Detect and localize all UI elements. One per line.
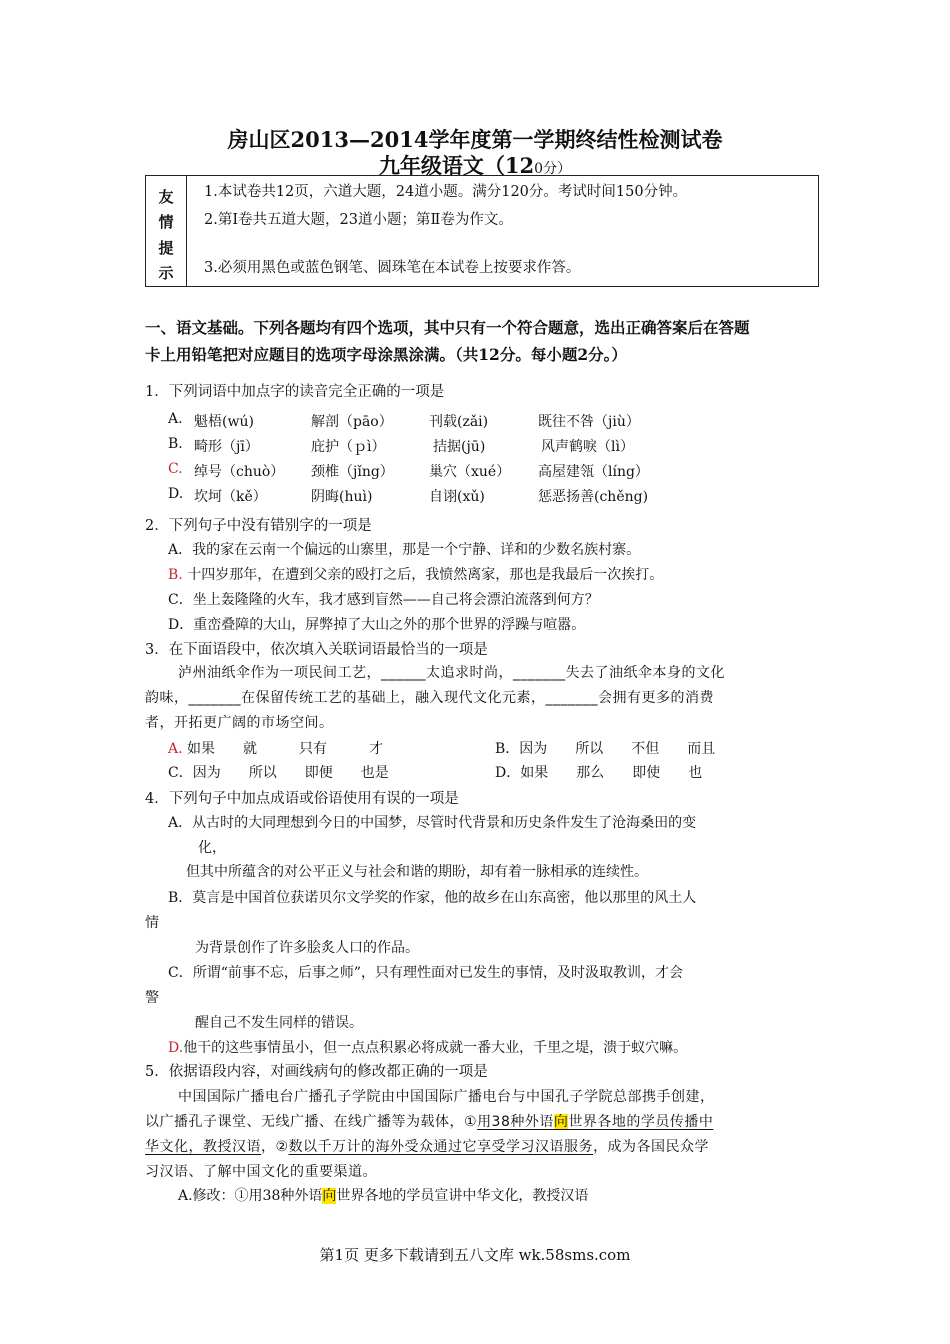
option-word: 坎坷（kě） xyxy=(194,489,267,505)
q3-passage: 泸州油纸伞作为一项民间工艺，______太追求时尚，_______失去了油纸伞本身的文化 xyxy=(178,665,725,681)
option-word: 自诩(xǔ) xyxy=(429,489,485,505)
underlined-sentence-2: 数以千万计的海外受众通过它享受学习汉语服务 xyxy=(288,1139,594,1155)
q5-passage: 中国国际广播电台广播孔子学院由中国国际广播电台与中国孔子学院总部携手创建， xyxy=(178,1089,715,1105)
subtitle-main: 九年级语文（12 xyxy=(378,153,535,178)
passage-text: ，成为各国民众学 xyxy=(593,1139,710,1155)
q4-option-b-cont: 情 xyxy=(145,915,159,931)
option-text: 世界各地的学员宣讲中华文化，教授汉语 xyxy=(336,1188,589,1204)
q3-stem: 3．在下面语段中，依次填入关联词语最恰当的一项是 xyxy=(145,642,488,658)
tips-label-char: 示 xyxy=(158,264,174,282)
q2-option-a: A．我的家在云南一个偏远的山寨里，那是一个宁静、详和的少数名族村寨。 xyxy=(168,542,641,558)
option-word: 解剖（pāo） xyxy=(311,414,393,430)
page-footer: 第1页 更多下载请到五八文库 wk.58sms.com xyxy=(319,1246,631,1264)
option-text: 他干的这些事情虽小，但一点点积累必将成就一番大业，千里之堤，溃于蚁穴嘛。 xyxy=(183,1040,688,1056)
q2-option-d: D．重峦叠障的大山，屏弊掉了大山之外的那个世界的浮躁与喧嚣。 xyxy=(168,617,586,633)
q5-option-a xyxy=(178,1185,588,1205)
q1-stem: 1．下列词语中加点字的读音完全正确的一项是 xyxy=(145,384,445,400)
option-text: 如果 就 只有 才 xyxy=(187,741,384,757)
option-word: 畸形（jī） xyxy=(194,439,259,455)
tips-box xyxy=(145,175,819,287)
q4-option-a: A．从古时的大同理想到今日的中国梦，尽管时代背景和历史条件发生了沧海桑田的变 xyxy=(168,815,697,831)
q4-option-c-cont: 警 xyxy=(145,990,159,1006)
section1-line2: 卡上用铅笔把对应题目的选项字母涂黑涂满。（共12分。每小题2分。） xyxy=(145,345,627,364)
q4-option-a-cont: 化， xyxy=(198,840,226,856)
option-word: 庇护（ｐì） xyxy=(311,439,386,455)
q5-stem: 5．依据语段内容，对画线病句的修改都正确的一项是 xyxy=(145,1064,488,1080)
option-letter: A. xyxy=(168,741,183,757)
tip-line: 1.本试卷共12页，六道大题，24道小题。满分120分。考试时间150分钟。 xyxy=(204,184,688,200)
option-letter: B. xyxy=(168,567,183,583)
tips-label xyxy=(146,176,187,286)
option-text: 十四岁那年，在遭到父亲的殴打之后，我愤然离家，那也是我最后一次挨打。 xyxy=(187,567,664,583)
q3-option-d: D．如果 那么 即使 也 xyxy=(495,765,703,781)
underlined-sentence-1: 华文化，教授汉语 xyxy=(145,1139,261,1155)
option-letter: D. xyxy=(168,486,184,502)
q2-stem: 2．下列句子中没有错别字的一项是 xyxy=(145,518,372,534)
option-word: 巢穴（xué） xyxy=(429,464,511,480)
option-word: 风声鹤唳（lì） xyxy=(541,439,634,455)
q4-option-c: C．所谓“前事不忘，后事之师”，只有理性面对已发生的事情，及时汲取教训，才会 xyxy=(168,965,684,981)
q5-passage xyxy=(145,1136,709,1156)
option-letter: A. xyxy=(168,411,183,427)
q2-option-b xyxy=(168,564,663,584)
q5-passage xyxy=(145,1111,713,1131)
option-word: 颈椎（jǐng） xyxy=(311,464,394,480)
tip-line: 2.第Ⅰ卷共五道大题，23道小题；第Ⅱ卷为作文。 xyxy=(204,212,513,228)
highlighted-char: 向 xyxy=(553,1114,569,1130)
option-letter: B. xyxy=(168,436,183,452)
underlined-sentence-1: 世界各地的学员传播中 xyxy=(568,1114,714,1130)
option-word: 拮据(jū) xyxy=(433,439,486,455)
underlined-sentence-1: 用38种外语 xyxy=(477,1114,554,1130)
q4-option-c-cont: 醒自己不发生同样的错误。 xyxy=(195,1015,363,1031)
option-letter: D. xyxy=(168,1040,184,1056)
q3-option-b: B．因为 所以 不但 而且 xyxy=(495,741,716,757)
tips-label-char: 情 xyxy=(158,213,174,231)
tips-label-char: 友 xyxy=(158,188,174,206)
q3-passage: 韵味，_______在保留传统工艺的基础上，融入现代文化元素，_______会拥有更多的消费 xyxy=(145,690,714,706)
exam-title: 房山区2013—2014学年度第一学期终结性检测试卷 xyxy=(227,127,723,152)
option-word: 阴晦(huì) xyxy=(311,489,373,505)
q2-option-c: C．坐上轰隆隆的火车，我才感到盲然——自己将会漂泊流落到何方？ xyxy=(168,592,599,608)
q4-option-d xyxy=(168,1037,687,1057)
option-word: 绰号（chuò） xyxy=(194,464,285,480)
q5-passage: 习汉语、了解中国文化的重要渠道。 xyxy=(145,1164,377,1180)
highlighted-char: 向 xyxy=(322,1188,337,1204)
passage-text: ，② xyxy=(261,1139,289,1155)
q3-option-a xyxy=(168,738,383,758)
q4-option-a-cont: 但其中所蕴含的对公平正义与社会和谐的期盼，却有着一脉相承的连续性。 xyxy=(186,864,648,880)
q4-option-b: B．莫言是中国首位获诺贝尔文学奖的作家，他的故乡在山东高密，他以那里的风土人 xyxy=(168,890,697,906)
q4-option-b-cont: 为背景创作了许多脍炙人口的作品。 xyxy=(195,940,419,956)
option-word: 刊载(zǎi) xyxy=(429,414,489,430)
option-word: 魁梧(wú) xyxy=(194,414,254,430)
q4-stem: 4．下列句子中加点成语或俗语使用有误的一项是 xyxy=(145,791,459,807)
option-letter: C. xyxy=(168,461,183,477)
q3-passage: 者，开拓更广阔的市场空间。 xyxy=(145,715,334,731)
option-text: A.修改：①用38种外语 xyxy=(178,1188,323,1204)
tip-line: 3.必须用黑色或蓝色钢笔、圆珠笔在本试卷上按要求作答。 xyxy=(204,260,581,276)
option-word: 惩恶扬善(chěng) xyxy=(538,489,649,505)
q3-option-c: C．因为 所以 即便 也是 xyxy=(168,765,389,781)
option-word: 既往不咎（jiù） xyxy=(538,414,640,430)
option-word: 高屋建瓴（líng） xyxy=(538,464,649,480)
tips-label-char: 提 xyxy=(158,239,174,257)
section1-line1: 一、语文基础。下列各题均有四个选项，其中只有一个符合题意，选出正确答案后在答题 xyxy=(145,318,750,337)
passage-text: 以广播孔子课堂、无线广播、在线广播等为载体，① xyxy=(145,1114,478,1130)
subtitle-score: 0分） xyxy=(534,161,572,177)
